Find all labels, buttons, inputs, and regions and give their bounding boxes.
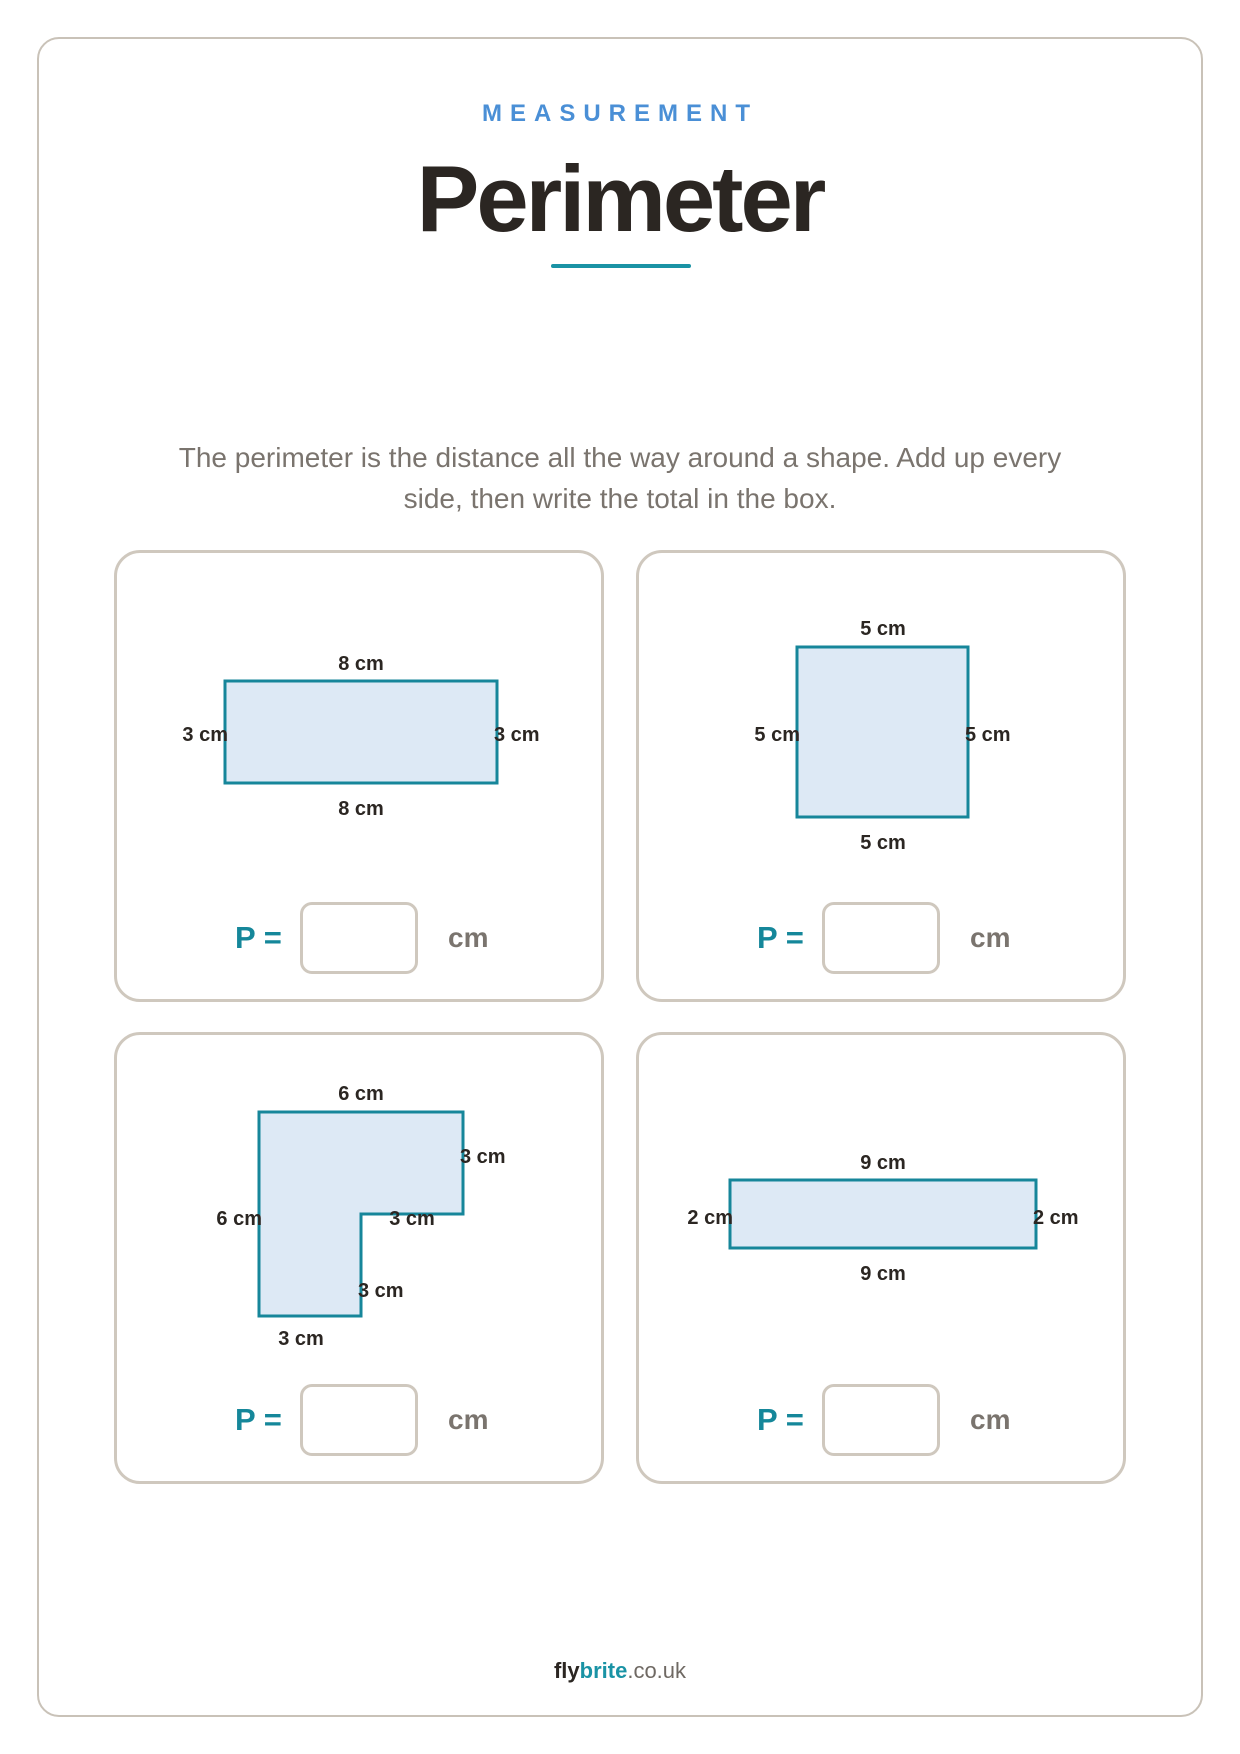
label-top: 5 cm <box>860 618 906 640</box>
answer-row-3 <box>117 1384 607 1458</box>
section-eyebrow: MEASUREMENT <box>481 100 758 127</box>
perimeter-label: P = <box>235 920 282 955</box>
square-shape <box>797 647 968 817</box>
shape-card-1 <box>114 550 604 1002</box>
answer-row-4 <box>639 1384 1129 1458</box>
perimeter-label: P = <box>757 920 804 955</box>
label-top: 6 cm <box>338 1083 384 1105</box>
label-inner-vertical: 3 cm <box>358 1280 404 1302</box>
answer-row-2 <box>639 902 1129 976</box>
label-top: 8 cm <box>338 653 384 675</box>
instructions: The perimeter is the distance all the way around a shape. Add up every side, then write the total in the box. <box>178 442 1062 514</box>
shape-card-3 <box>114 1032 604 1484</box>
answer-row-1 <box>117 902 607 976</box>
unit-label: cm <box>448 1404 489 1435</box>
answer-box-4[interactable] <box>822 1384 940 1456</box>
label-left: 5 cm <box>754 724 800 746</box>
label-bottom: 9 cm <box>860 1263 906 1285</box>
unit-label: cm <box>970 1404 1011 1435</box>
label-bottom: 3 cm <box>278 1328 324 1350</box>
label-left: 2 cm <box>687 1207 733 1229</box>
label-right: 3 cm <box>494 724 540 746</box>
label-left: 3 cm <box>182 724 228 746</box>
answer-box-1[interactable] <box>300 902 418 974</box>
answer-box-3[interactable] <box>300 1384 418 1456</box>
rectangle-shape <box>730 1180 1036 1248</box>
brand-tld: .co.uk <box>627 1658 687 1683</box>
label-right: 5 cm <box>965 724 1011 746</box>
rectangle-shape <box>225 681 497 783</box>
label-right-upper: 3 cm <box>460 1146 506 1168</box>
label-inner-horizontal: 3 cm <box>389 1208 435 1230</box>
label-top: 9 cm <box>860 1152 906 1174</box>
label-right: 2 cm <box>1033 1207 1079 1229</box>
label-bottom: 5 cm <box>860 832 906 854</box>
unit-label: cm <box>448 922 489 953</box>
answer-box-2[interactable] <box>822 902 940 974</box>
brand-fly: fly <box>553 1658 580 1683</box>
shape-card-2 <box>636 550 1126 1002</box>
label-left: 6 cm <box>216 1208 262 1230</box>
brand-brite: brite <box>579 1658 628 1683</box>
shape-card-4 <box>636 1032 1126 1484</box>
perimeter-label: P = <box>757 1402 804 1437</box>
perimeter-label: P = <box>235 1402 282 1437</box>
footer-brand <box>0 1658 1240 1684</box>
unit-label: cm <box>970 922 1011 953</box>
label-bottom: 8 cm <box>338 798 384 820</box>
page-title: Perimeter <box>416 146 824 251</box>
title-underline <box>551 264 691 268</box>
